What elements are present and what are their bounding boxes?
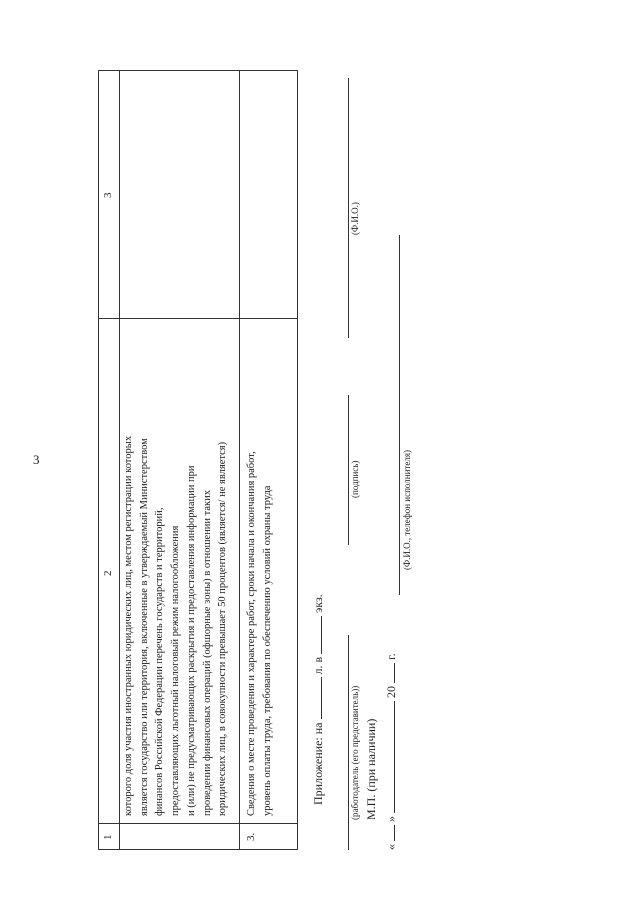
month-blank bbox=[383, 701, 395, 813]
attachment-label: Приложение: на bbox=[311, 722, 325, 805]
requirements-table bbox=[98, 70, 298, 850]
year-suffix: г. bbox=[384, 653, 398, 660]
page-number: 3 bbox=[33, 452, 40, 467]
contractor-line bbox=[399, 235, 400, 595]
row-2-line: и (или) не предусматривающих раскрытия и предоставления информации при bbox=[185, 465, 197, 816]
row-3-description bbox=[244, 326, 275, 816]
date-open-quote: « bbox=[384, 844, 398, 850]
year-prefix: 20 bbox=[384, 686, 398, 698]
day-blank bbox=[383, 825, 395, 841]
row-3-line: Сведения о месте проведения и характере работ, сроки начала и окончания работ, bbox=[246, 451, 257, 816]
header-col-2: 2 bbox=[102, 570, 114, 576]
year-blank bbox=[383, 663, 395, 683]
row-2-line: которого доля участия иностранных юридических лиц, местом регистрации которых bbox=[123, 435, 134, 816]
header-col-3: 3 bbox=[102, 192, 114, 198]
row-2-description bbox=[121, 326, 231, 816]
stamp-label: М.П. (при наличии) bbox=[364, 718, 378, 820]
name-line bbox=[348, 78, 349, 338]
copies-count-blank bbox=[310, 616, 322, 654]
attachment-line bbox=[310, 594, 326, 805]
table-header-row bbox=[99, 71, 120, 849]
column-divider-1 bbox=[99, 823, 297, 824]
date-line bbox=[383, 653, 399, 850]
column-divider-2 bbox=[99, 318, 297, 319]
row-3-line: уровень оплаты труда, требования по обеспечению условий охраны труда bbox=[261, 485, 273, 816]
signature-caption: (подпись) bbox=[350, 460, 360, 498]
row-2-line: предоставляющих льготный налоговый режим налогообложения bbox=[170, 525, 182, 816]
row-3-number: 3. bbox=[245, 832, 257, 841]
employer-caption: (работодатель (его представитель)) bbox=[350, 685, 360, 820]
row-2-line: финансов Российской Федерации перечень государств и территорий, bbox=[154, 507, 166, 816]
signature-line bbox=[348, 395, 349, 545]
row-divider bbox=[239, 71, 240, 849]
date-close-quote: » bbox=[384, 816, 398, 822]
signature-block bbox=[298, 70, 518, 850]
name-caption: (Ф.И.О.) bbox=[350, 202, 360, 235]
sheets-label: л. в bbox=[311, 656, 325, 675]
employer-line bbox=[348, 635, 349, 850]
sheets-count-blank bbox=[310, 678, 322, 720]
header-col-1: 1 bbox=[102, 834, 114, 840]
rotated-content bbox=[98, 70, 518, 850]
row-2-line: является государство или территория, включенные в утверждаемый Министерством bbox=[138, 438, 150, 816]
contractor-caption: (Ф.И.О., телефон исполнителя) bbox=[402, 450, 412, 570]
row-2-line: юридических лиц, в совокупности превышает 50 процентов (является/ не является) bbox=[217, 441, 229, 816]
copies-label: экз. bbox=[311, 594, 325, 613]
row-2-line: проведении финансовых операций (офшорные зоны) в отношении таких bbox=[201, 489, 213, 816]
